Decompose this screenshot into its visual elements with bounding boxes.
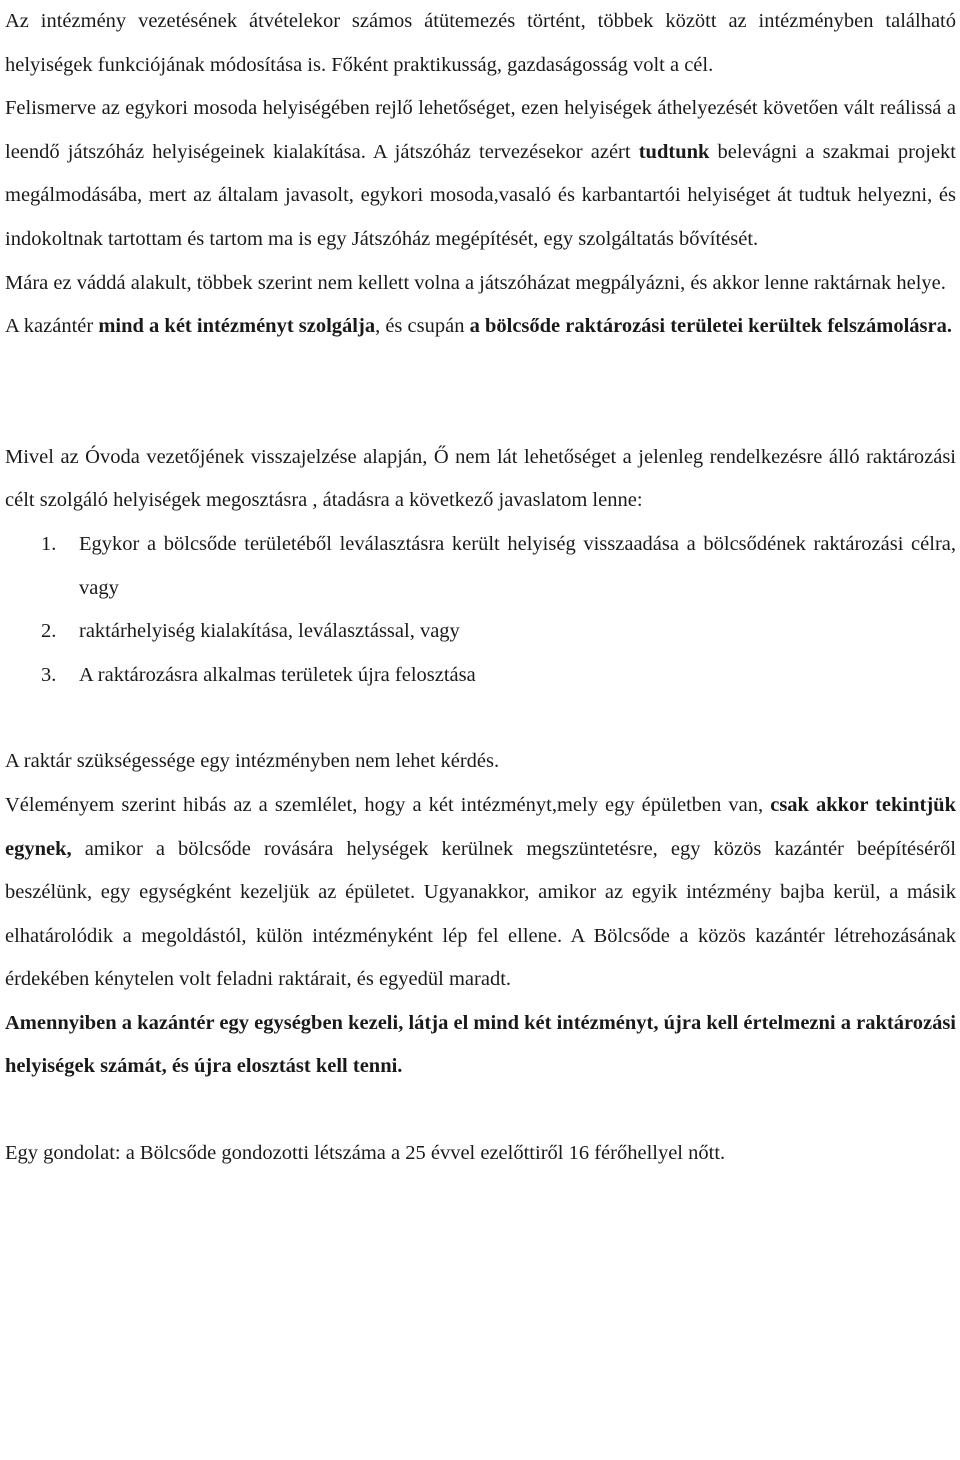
document-page bbox=[5, 0, 956, 1176]
bold-text: mind a két intézményt szolgálja bbox=[98, 315, 376, 338]
bold-text: a bölcsőde raktározási területei kerültek felszámolásra. bbox=[469, 315, 953, 338]
bold-text: csak akkor tekintjük egynek, bbox=[5, 793, 956, 860]
bold-text: Amennyiben a kazántér egy egységben kezeli, látja el mind két intézményt, újra kell értelmezni a raktározási helyiségek számát, és újra elosztást kell tenni. bbox=[5, 1011, 956, 1078]
paragraph-proposal: Mivel az Óvoda vezetőjének visszajelzése alapján, Ő nem lát lehetőséget a jelenleg rendelkezésre álló raktározási célt szolgáló helyiségek megosztásra , átadásra a következő javaslatom lenne: bbox=[5, 445, 956, 512]
text-run: belevágni a szakmai projekt megálmodásába, mert az általam javasolt, egykori mosoda,vasaló és karbantartói helyiséget át tudtuk helyezni, és indokoltnak tartottam és tartom ma is egy Játszóház megépítését, egy szolgáltatás bővítését. bbox=[5, 140, 956, 250]
list-item bbox=[5, 610, 956, 654]
list-item-text: Egykor a bölcsőde területéből leválasztásra került helyiség visszaadása a bölcsődének raktározási célra, vagy bbox=[79, 532, 956, 599]
paragraph-intro: Az intézmény vezetésének átvételekor számos átütemezés történt, többek között az intézményben található helyiségek funkciójának módosítása is. Főként praktikusság, gazdaságosság volt a cél. bbox=[5, 10, 956, 76]
text-run: A kazántér bbox=[5, 315, 99, 338]
list-item bbox=[5, 523, 956, 610]
paragraph-thought: Egy gondolat: a Bölcsőde gondozotti létszáma a 25 évvel ezelőttiről 16 férőhellyel nőtt. bbox=[5, 1142, 726, 1165]
list-item bbox=[5, 654, 956, 698]
proposal-list bbox=[5, 523, 956, 697]
paragraph-conclusion bbox=[5, 1002, 956, 1089]
text-run: , és csupán bbox=[375, 315, 470, 338]
spacer bbox=[5, 349, 956, 436]
list-number: 3. bbox=[41, 663, 57, 686]
bold-text: tudtunk bbox=[638, 140, 710, 163]
spacer bbox=[5, 1089, 956, 1132]
text-run: amikor a bölcsőde rovására helységek kerülnek megszüntetésre, egy közös kazántér beépítéséről beszélünk, egy egységként kezeljük az épületet. Ugyanakkor, amikor az egyik intézmény bajba kerül, a másik elhatárolódik a megoldástól, külön intézményként lép fel ellene. A Bölcsőde a közös kazántér létrehozásának érdekében kénytelen volt feladni raktárait, és egyedül maradt. bbox=[5, 837, 956, 991]
paragraph-boiler-room bbox=[5, 305, 956, 349]
list-item-text: A raktározásra alkalmas területek újra felosztása bbox=[79, 663, 476, 686]
list-item-text: raktárhelyiség kialakítása, leválasztással, vagy bbox=[79, 620, 460, 643]
text-run: Véleményem szerint hibás az a szemlélet, hogy a két intézményt,mely egy épületben van, bbox=[5, 793, 771, 816]
list-number: 2. bbox=[41, 620, 57, 643]
spacer bbox=[5, 697, 956, 740]
list-number: 1. bbox=[41, 532, 57, 555]
paragraph-opinion bbox=[5, 784, 956, 1002]
paragraph-storage-need: A raktár szükségessége egy intézményben nem lehet kérdés. bbox=[5, 750, 500, 773]
text-run: Felismerve az egykori mosoda helyiségében rejlő lehetőséget, ezen helyiségek áthelyezését követően vált reálissá a leendő játszóház helyiségeinek kialakítása. A játszóház tervezésekor azért bbox=[5, 97, 956, 163]
paragraph-accusation: Mára ez váddá alakult, többek szerint nem kellett volna a játszóházat megpályázni, és akkor lenne raktárnak helye. bbox=[5, 271, 946, 294]
paragraph-playhouse bbox=[5, 87, 956, 261]
